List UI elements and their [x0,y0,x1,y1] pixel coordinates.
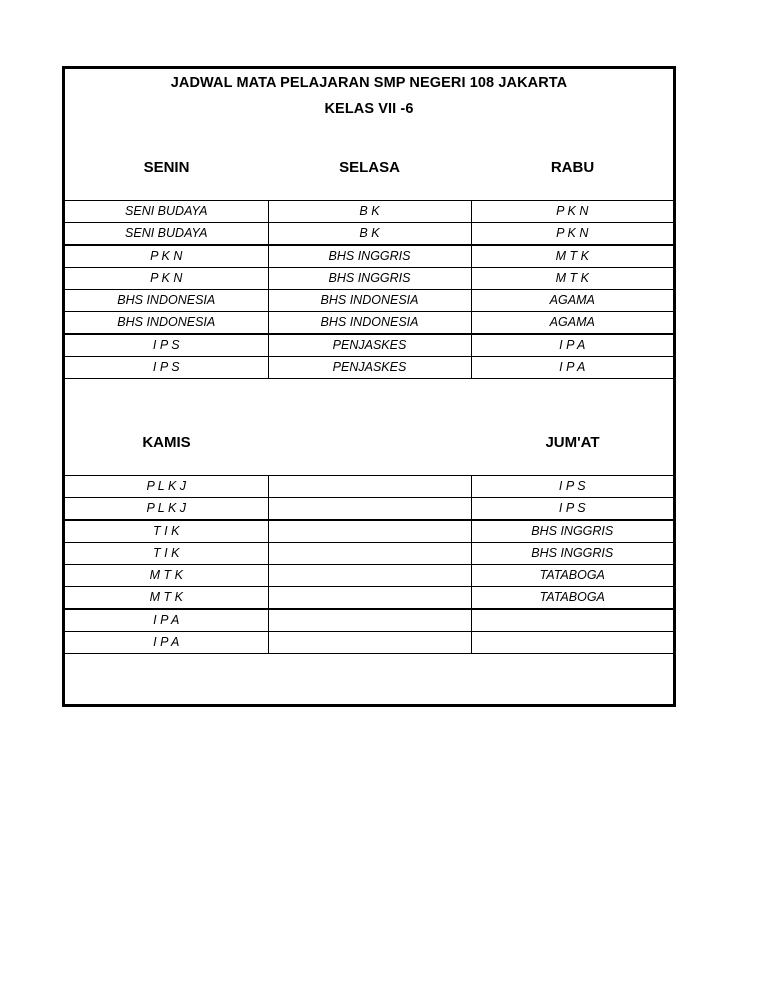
table-cell: I P S [65,334,268,357]
table-cell [268,587,471,610]
table-cell: I P S [65,357,268,379]
table-cell: I P A [65,632,268,654]
table-cell [268,543,471,565]
day-header-rabu: RABU [550,159,595,176]
schedule-table-week-end [65,475,673,654]
table-cell: B K [268,201,471,223]
table-row [65,543,673,565]
table-cell: AGAMA [471,312,673,335]
table-cell: PENJASKES [268,357,471,379]
table-row [65,565,673,587]
table-cell: I P A [471,334,673,357]
day-header-selasa: SELASA [339,159,400,176]
table-cell: P K N [471,223,673,246]
schedule-title: JADWAL MATA PELAJARAN SMP NEGERI 108 JAKARTA [170,75,568,91]
day-header-jumat: JUM'AT [545,434,600,451]
table-cell: SENI BUDAYA [65,223,268,246]
table-cell: BHS INGGRIS [471,543,673,565]
table-row [65,290,673,312]
table-row [65,587,673,610]
table-cell: T I K [65,543,268,565]
table-cell: M T K [65,587,268,610]
table-cell: T I K [65,520,268,543]
table-cell: M T K [471,268,673,290]
table-cell: P K N [65,245,268,268]
table-row [65,498,673,521]
table-cell [268,609,471,632]
table-cell: SENI BUDAYA [65,201,268,223]
table-row [65,223,673,246]
table-cell: BHS INGGRIS [268,268,471,290]
schedule-sheet [62,66,676,707]
table-cell: I P S [471,498,673,521]
table-cell: I P A [65,609,268,632]
table-cell: P K N [65,268,268,290]
table-cell [471,609,673,632]
table-cell [471,632,673,654]
table-cell: B K [268,223,471,246]
table-cell: P K N [471,201,673,223]
table-cell: TATABOGA [471,587,673,610]
table-row [65,632,673,654]
table-cell: BHS INGGRIS [471,520,673,543]
table-row [65,201,673,223]
table-cell [268,565,471,587]
table-cell: P L K J [65,498,268,521]
table-cell: PENJASKES [268,334,471,357]
table-cell: BHS INDONESIA [268,290,471,312]
table-row [65,334,673,357]
table-cell: M T K [65,565,268,587]
table-row [65,245,673,268]
table-row [65,476,673,498]
table-cell: TATABOGA [471,565,673,587]
table-cell: AGAMA [471,290,673,312]
table-cell [268,498,471,521]
table-row [65,357,673,379]
table-cell [268,632,471,654]
table-cell: BHS INDONESIA [65,312,268,335]
table-cell [268,520,471,543]
table-cell: I P A [471,357,673,379]
table-row [65,312,673,335]
table-cell [268,476,471,498]
schedule-table-week-start [65,200,673,379]
table-cell: M T K [471,245,673,268]
class-subtitle: KELAS VII -6 [324,101,414,117]
day-header-senin: SENIN [143,159,190,176]
table-row [65,520,673,543]
table-cell: P L K J [65,476,268,498]
table-row [65,609,673,632]
table-cell: BHS INDONESIA [268,312,471,335]
table-cell: BHS INDONESIA [65,290,268,312]
table-cell: BHS INGGRIS [268,245,471,268]
table-row [65,268,673,290]
day-header-kamis: KAMIS [142,434,191,451]
table-cell: I P S [471,476,673,498]
